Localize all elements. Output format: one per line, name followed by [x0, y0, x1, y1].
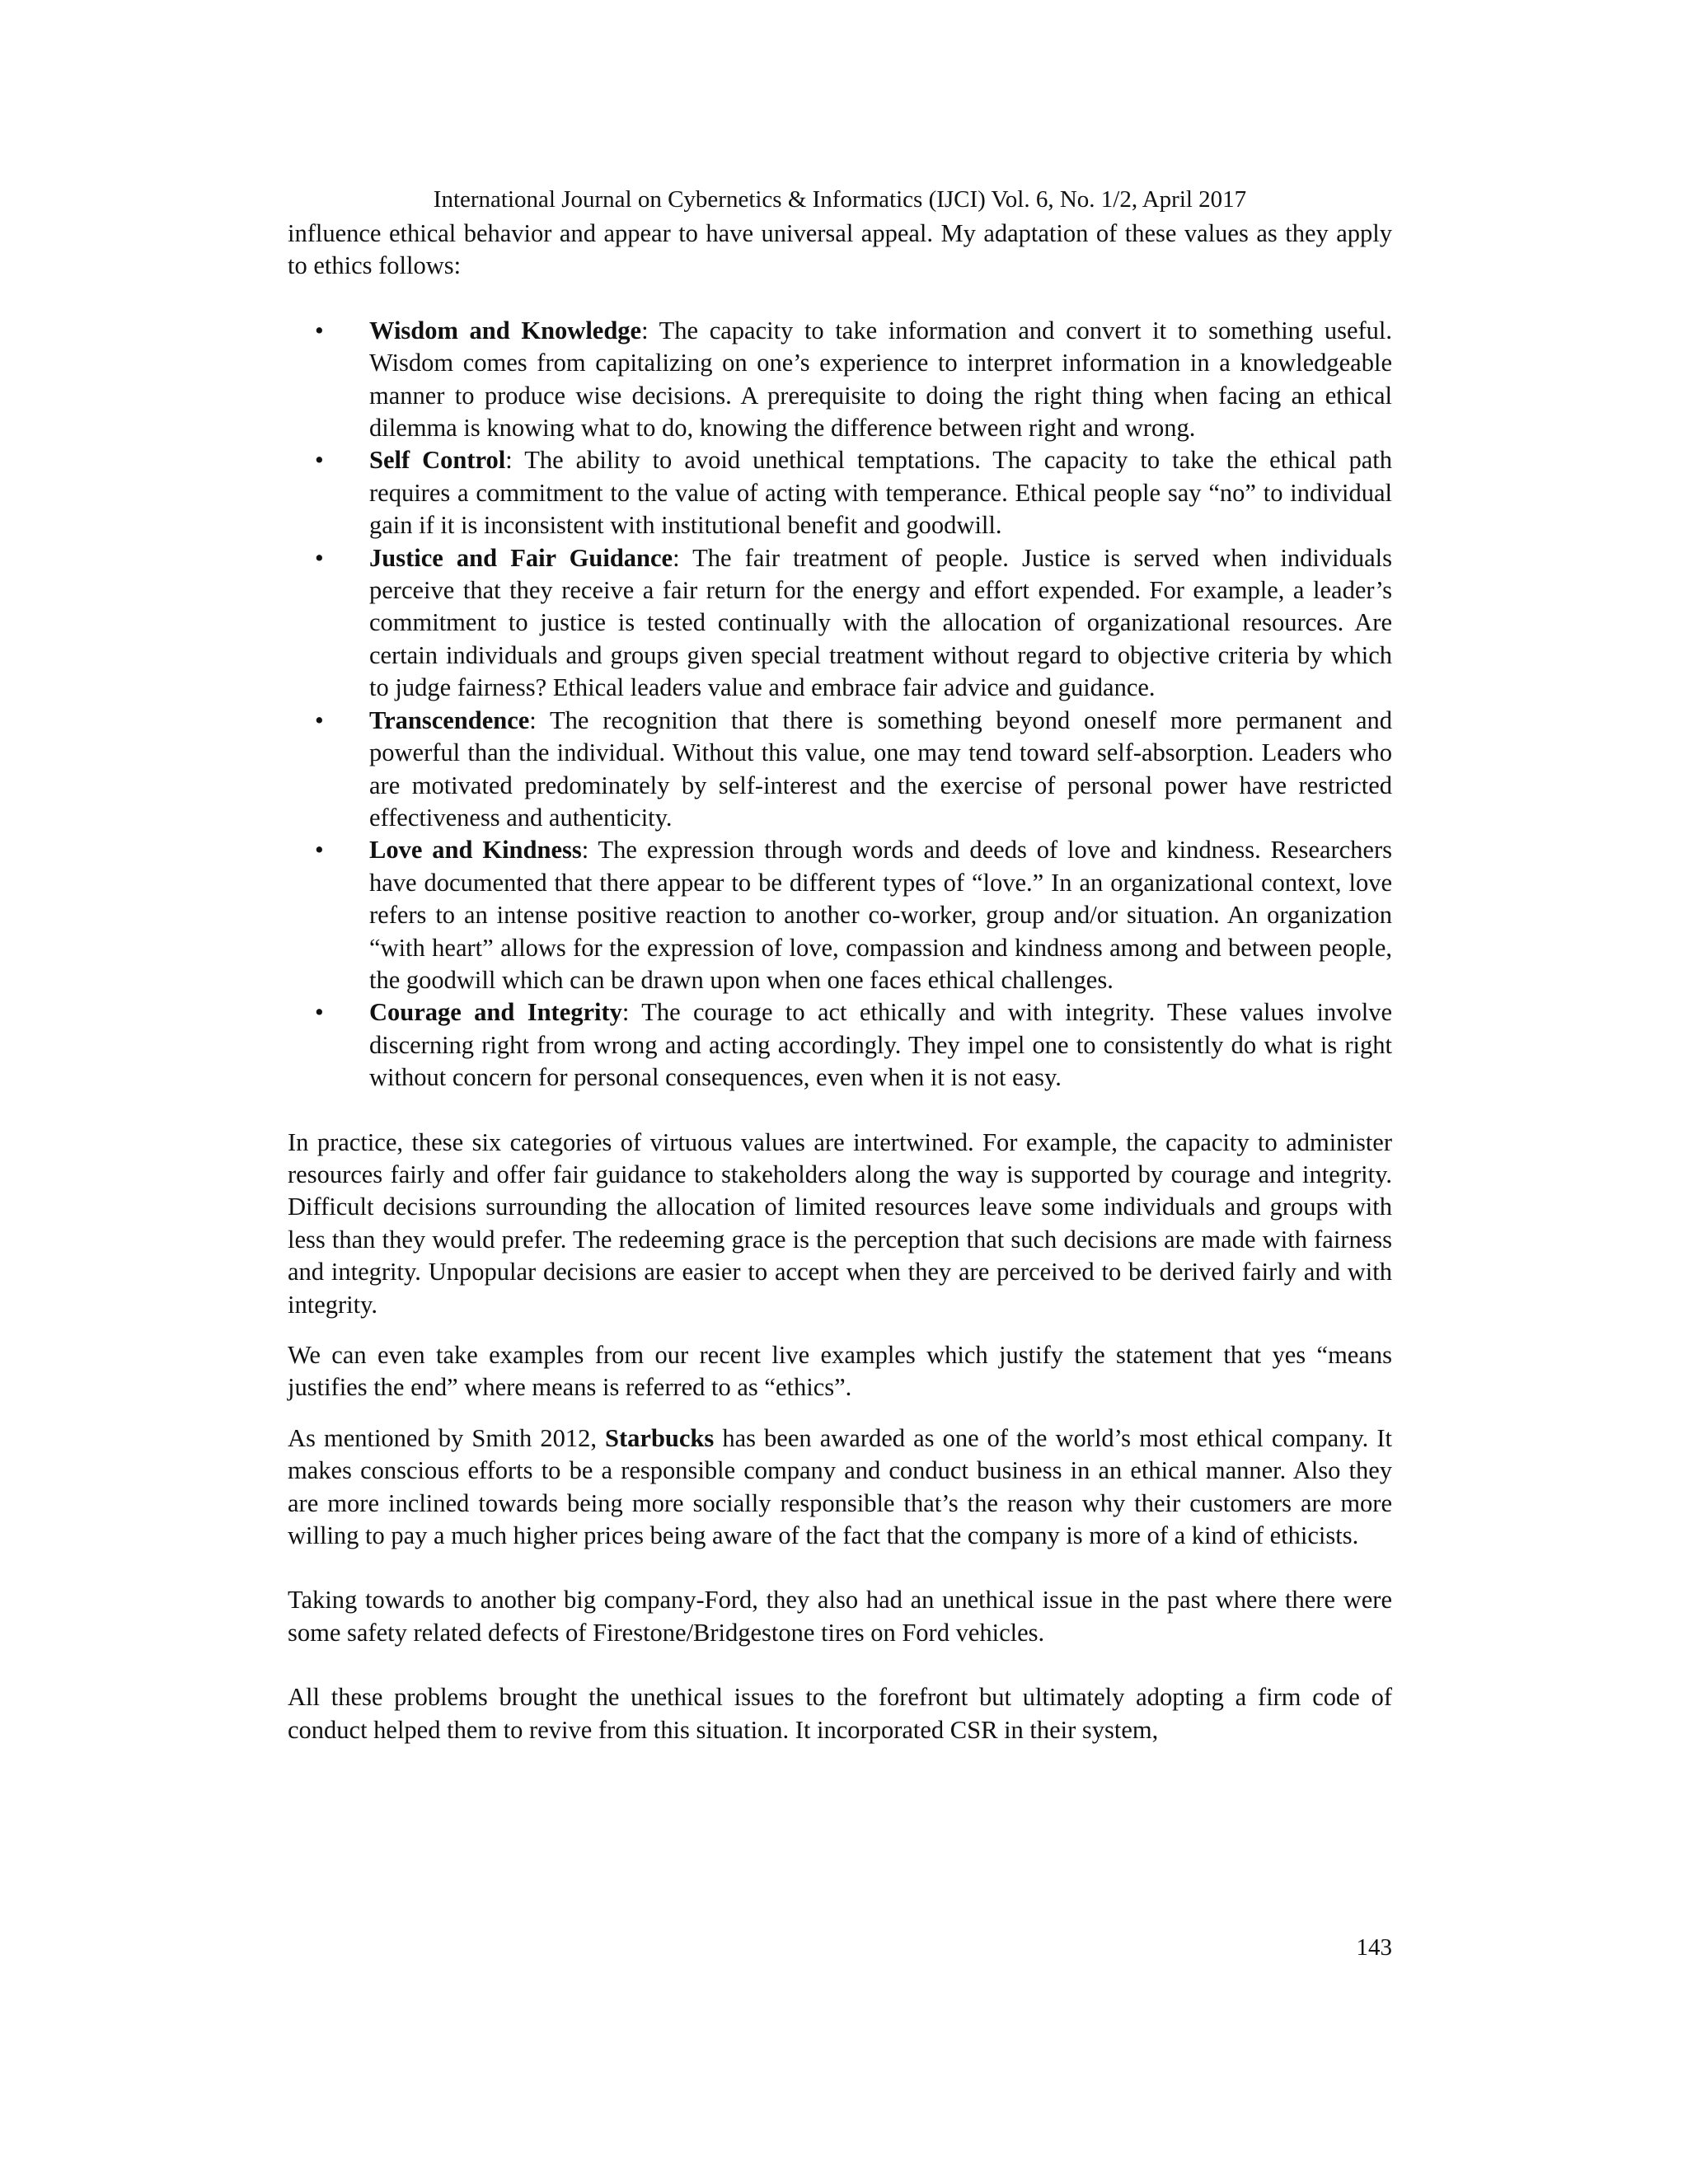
value-description: : The fair treatment of people. Justice is served when individuals perceive that they receive a fair return for the energy and effort expended. For example, a leader’s commitment to justice is tested continually with the allocation of organizational resources. Are certain individuals and groups given special treatment without regard to objective criteria by which to judge fairness? Ethical leaders value and embrace fair advice and guidance. — [369, 543, 1392, 702]
bullet-icon: • — [315, 543, 324, 572]
value-description: : The capacity to take information and convert it to something useful. Wisdom comes from capitalizing on one’s experience to interpret information in a knowledgeable manner to produce wise decisions. A prerequisite to doing the right thing when facing an ethical dilemma is knowing what to do, knowing the difference between right and wrong. — [369, 316, 1392, 443]
starbucks-paragraph — [288, 1422, 1392, 1553]
virtue-values-list — [288, 315, 1392, 1094]
bullet-icon: • — [315, 446, 324, 475]
starbucks-company-name: Starbucks — [605, 1423, 715, 1452]
practice-paragraph: In practice, these six categories of virtuous values are intertwined. For example, the capacity to administer resources fairly and offer fair guidance to stakeholders along the way is supported by courage and integrity. Difficult decisions surrounding the allocation of limited resources leave some individuals and groups with less than they would prefer. The redeeming grace is the perception that such decisions are made with fairness and integrity. Unpopular decisions are easier to accept when they are perceived to be derived fairly and with integrity. — [288, 1127, 1392, 1319]
list-item-wisdom-knowledge — [288, 315, 1392, 445]
article-body — [288, 218, 1392, 1746]
list-item-love-kindness — [288, 834, 1392, 996]
ford-paragraph: Taking towards to another big company-Ford, they also had an unethical issue in the past where there were some safety related defects of Firestone/Bridgestone tires on Ford vehicles. — [288, 1586, 1392, 1647]
value-description: : The recognition that there is something beyond oneself more permanent and powerful than the individual. Without this value, one may tend toward self-absorption. Leaders who are motivated predominately by self-interest and the exercise of personal power have restricted effectiveness and authenticity. — [369, 705, 1392, 832]
value-description: : The expression through words and deeds of love and kindness. Researchers have documented that there appear to be different types of “love.” In an organizational context, love refers to an intense positive reaction to another co-worker, group and/or situation. An organization “with heart” allows for the expression of love, compassion and kindness among and between people, the goodwill which can be drawn upon when one faces ethical challenges. — [369, 836, 1392, 994]
starbucks-lead-text: As mentioned by Smith 2012, — [288, 1423, 606, 1452]
bullet-icon: • — [315, 836, 324, 865]
value-term: Courage and Integrity — [369, 998, 622, 1027]
list-item-courage-integrity — [288, 996, 1392, 1094]
starbucks-body-text: has been awarded as one of the world’s most ethical company. It makes conscious efforts to be a responsible company and conduct business in an ethical manner. Also they are more inclined towards being more socially responsible that’s the reason why their customers are more willing to pay a much higher prices being aware of the fact that the company is more of a kind of ethicists. — [288, 1423, 1392, 1550]
value-term: Transcendence — [369, 705, 530, 734]
bullet-icon: • — [315, 316, 324, 344]
value-description: : The courage to act ethically and with integrity. These values involve discerning right from wrong and acting accordingly. They impel one to consistently do what is right without concern for personal consequences, even when it is not easy. — [369, 998, 1393, 1092]
value-description: : The ability to avoid unethical temptations. The capacity to take the ethical path requires a commitment to the value of acting with temperance. Ethical people say “no” to individual gain if it is inconsistent with institutional benefit and goodwill. — [369, 446, 1392, 540]
page-number: 143 — [1356, 1934, 1392, 1961]
value-term: Wisdom and Knowledge — [369, 316, 642, 344]
bullet-icon: • — [315, 998, 324, 1027]
list-item-justice-fair-guidance — [288, 542, 1392, 705]
list-item-transcendence — [288, 705, 1392, 835]
intro-paragraph: influence ethical behavior and appear to have universal appeal. My adaptation of these values as they apply to ethics follows: — [288, 219, 1392, 280]
bullet-icon: • — [315, 705, 324, 734]
examples-paragraph: We can even take examples from our recent live examples which justify the statement that yes “means justifies the end” where means is referred to as “ethics”. — [288, 1341, 1392, 1402]
value-term: Love and Kindness — [369, 836, 582, 865]
value-term: Justice and Fair Guidance — [369, 543, 673, 572]
running-header: International Journal on Cybernetics & Informatics (IJCI) Vol. 6, No. 1/2, April 2017 — [433, 186, 1247, 213]
value-term: Self Control — [369, 446, 506, 475]
list-item-self-control — [288, 444, 1392, 541]
conclusion-paragraph: All these problems brought the unethical issues to the forefront but ultimately adopting a firm code of conduct helped them to revive from this situation. It incorporated CSR in their system, — [288, 1683, 1392, 1744]
